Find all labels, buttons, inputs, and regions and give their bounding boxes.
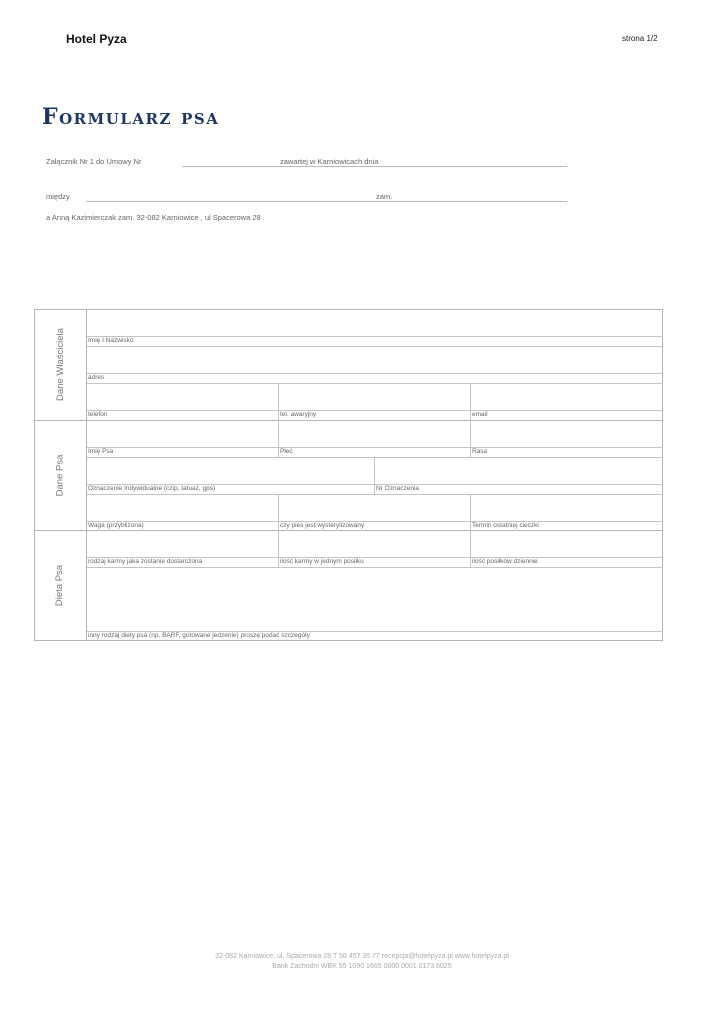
- name-field-line: [87, 336, 663, 337]
- owner-emergency-phone-label: tel. awaryjny: [280, 411, 317, 418]
- food-type-label: rodzaj karmy jaka zostanie dostarczona: [88, 558, 203, 565]
- owner-phone-input[interactable]: [87, 384, 277, 410]
- hotel-name: Hotel Pyza: [66, 32, 127, 46]
- dog-id-number-input[interactable]: [375, 458, 662, 484]
- dog-breed-label: Rasa: [472, 448, 488, 455]
- owner-email-input[interactable]: [471, 384, 662, 410]
- other-diet-label: inny rodzaj diety psa (np. BARF, gotowane jedzenie) proszę podać szczegóły: [88, 632, 310, 639]
- meals-per-day-input[interactable]: [471, 531, 662, 557]
- footer-bank: Bank Zachodni WBK 55 1090 1665 0000 0001 0173 6025: [272, 963, 452, 970]
- party-text: a Anną Kazimierczak zam. 32-082 Karniowice , ul Spacerowa 28: [46, 213, 261, 222]
- between-label: między: [46, 192, 70, 201]
- dog-weight-input[interactable]: [87, 495, 277, 521]
- diet-section-title: [34, 530, 86, 641]
- dog-breed-input[interactable]: [471, 421, 662, 447]
- food-amount-label: ilość karmy w jednym posiłku: [280, 558, 364, 565]
- other-diet-input[interactable]: [87, 568, 663, 630]
- contract-number-field[interactable]: [182, 166, 567, 167]
- dog-last-heat-label: Termin ostatniej cieczki: [472, 522, 539, 529]
- dog-sex-label: Płeć: [280, 448, 293, 455]
- footer-contact: 32-082 Karniowice, ul. Spacerowa 28 T 50 457 35 77 recepcja@hotelpyza.pl www.hotelpyza.pl: [215, 953, 509, 960]
- owner-address-input[interactable]: [87, 347, 663, 373]
- meals-per-day-label: ilość posiłków dziennie: [472, 558, 538, 565]
- address-field-line: [87, 373, 663, 374]
- dog-id-number-label: Nr Oznaczenia: [376, 485, 419, 492]
- phone-field-line: [87, 410, 663, 411]
- owner-name-label: Imię I Nazwisko: [88, 337, 134, 344]
- owner-address-label: adres: [88, 374, 105, 381]
- between-party-field[interactable]: [86, 201, 567, 202]
- weight-field-line: [87, 521, 663, 522]
- residence-label: zam.: [376, 192, 393, 201]
- dog-section-label: Dane Psa: [54, 454, 66, 496]
- owner-section-label: Dane Właściciela: [54, 328, 66, 401]
- diet-section-label: Dieta Psa: [54, 564, 66, 607]
- annex-label: Załącznik Nr 1 do Umowy Nr: [46, 157, 142, 166]
- owner-section-title: [34, 309, 86, 420]
- dog-name-input[interactable]: [87, 421, 277, 447]
- owner-email-label: email: [472, 411, 488, 418]
- food-type-input[interactable]: [87, 531, 277, 557]
- form-title: Formularz psa: [42, 104, 220, 130]
- concluded-label: zawartej w Karniowicach dnia: [280, 157, 379, 166]
- dog-sex-input[interactable]: [279, 421, 469, 447]
- dog-weight-label: Waga (przybliżona): [88, 522, 144, 529]
- dog-sterilized-label: czy pies jest wysterylizowany: [280, 522, 365, 529]
- dog-sterilized-input[interactable]: [279, 495, 469, 521]
- dog-identification-input[interactable]: [87, 458, 373, 484]
- dog-identification-label: Oznaczenie Indywidualne (czip, tatuaż, gps): [88, 485, 216, 492]
- food-amount-input[interactable]: [279, 531, 469, 557]
- page-number: strona 1/2: [622, 34, 658, 43]
- owner-emergency-phone-input[interactable]: [279, 384, 469, 410]
- dog-name-field-line: [87, 447, 663, 448]
- dog-section-title: [34, 420, 86, 530]
- dog-last-heat-input[interactable]: [471, 495, 662, 521]
- owner-name-input[interactable]: [87, 310, 663, 336]
- dog-name-label: Imię Psa: [88, 448, 114, 455]
- owner-phone-label: telefon: [88, 411, 108, 418]
